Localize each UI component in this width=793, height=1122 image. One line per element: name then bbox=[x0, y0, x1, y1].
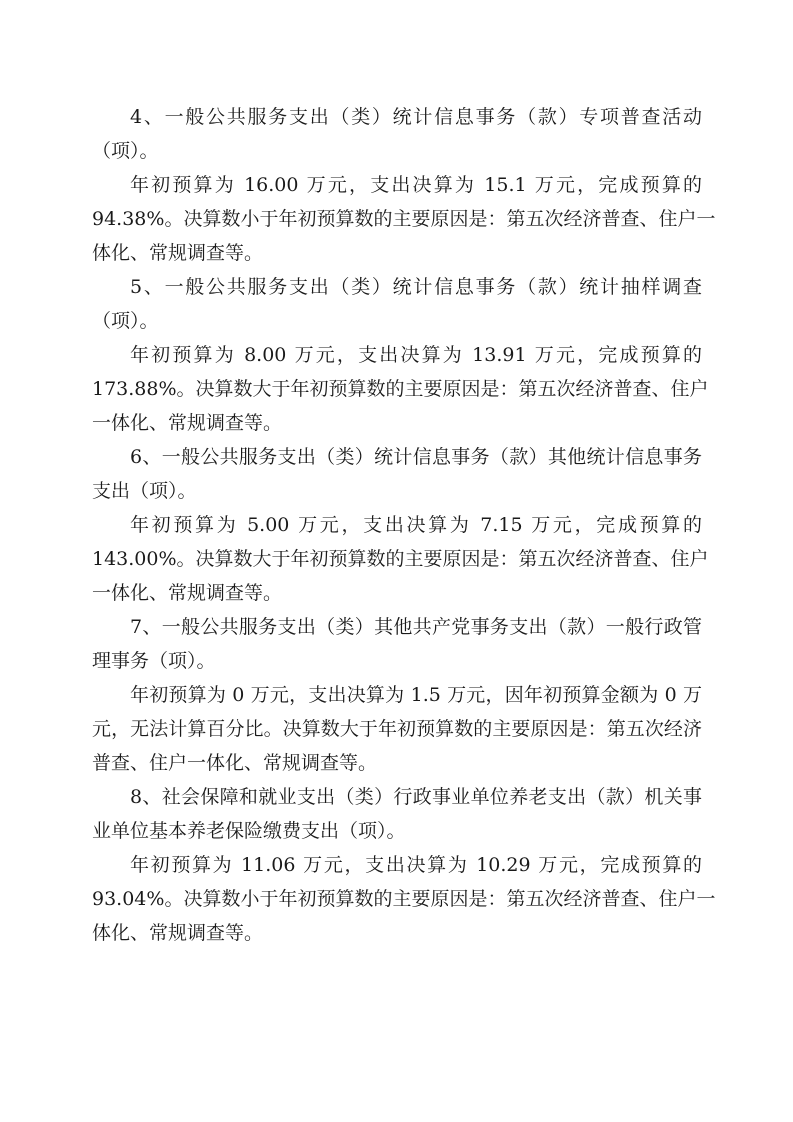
item-5-body-line-3: 一体化、常规调查等。 bbox=[92, 412, 283, 434]
item-5-heading-line-2: （项）。 bbox=[92, 310, 159, 332]
item-5-body-line-1: 年初预算为 8.00 万元，支出决算为 13.91 万元，完成预算的 bbox=[130, 344, 702, 366]
item-7-body-line-2: 元，无法计算百分比。决算数大于年初预算数的主要原因是：第五次经济 bbox=[92, 718, 702, 740]
item-4-heading-line-2: （项）。 bbox=[92, 140, 159, 162]
document-page bbox=[92, 100, 716, 950]
item-4-body-line-1: 年初预算为 16.00 万元，支出决算为 15.1 万元，完成预算的 bbox=[130, 174, 702, 196]
item-6-heading-line-2: 支出（项）。 bbox=[92, 480, 197, 502]
item-8-body-line-2: 93.04%。决算数小于年初预算数的主要原因是：第五次经济普查、住户一 bbox=[92, 888, 716, 910]
item-6-body-line-2: 143.00%。决算数大于年初预算数的主要原因是：第五次经济普查、住户 bbox=[92, 548, 709, 570]
item-8-heading-line-2: 业单位基本养老保险缴费支出（项）。 bbox=[92, 820, 406, 842]
item-8-heading-line-1: 8、社会保障和就业支出（类）行政事业单位养老支出（款）机关事 bbox=[130, 786, 702, 808]
item-5-body-line-2: 173.88%。决算数大于年初预算数的主要原因是：第五次经济普查、住户 bbox=[92, 378, 709, 400]
item-4-body-line-2: 94.38%。决算数小于年初预算数的主要原因是：第五次经济普查、住户一 bbox=[92, 208, 716, 230]
item-7-heading-line-1: 7、一般公共服务支出（类）其他共产党事务支出（款）一般行政管 bbox=[130, 616, 702, 638]
item-6-body-line-3: 一体化、常规调查等。 bbox=[92, 582, 283, 604]
item-4-heading-line-1: 4、一般公共服务支出（类）统计信息事务（款）专项普查活动 bbox=[130, 106, 702, 128]
item-6-heading-line-1: 6、一般公共服务支出（类）统计信息事务（款）其他统计信息事务 bbox=[130, 446, 702, 468]
item-5-heading-line-1: 5、一般公共服务支出（类）统计信息事务（款）统计抽样调查 bbox=[130, 276, 702, 298]
item-7-body-line-1: 年初预算为 0 万元，支出决算为 1.5 万元，因年初预算金额为 0 万 bbox=[130, 684, 702, 706]
item-8-body-line-3: 体化、常规调查等。 bbox=[92, 922, 264, 944]
item-7-body-line-3: 普查、住户一体化、常规调查等。 bbox=[92, 752, 378, 774]
item-4-body-line-3: 体化、常规调查等。 bbox=[92, 242, 264, 264]
item-6-body-line-1: 年初预算为 5.00 万元，支出决算为 7.15 万元，完成预算的 bbox=[130, 514, 702, 536]
item-8-body-line-1: 年初预算为 11.06 万元，支出决算为 10.29 万元，完成预算的 bbox=[130, 854, 702, 876]
item-7-heading-line-2: 理事务（项）。 bbox=[92, 650, 216, 672]
